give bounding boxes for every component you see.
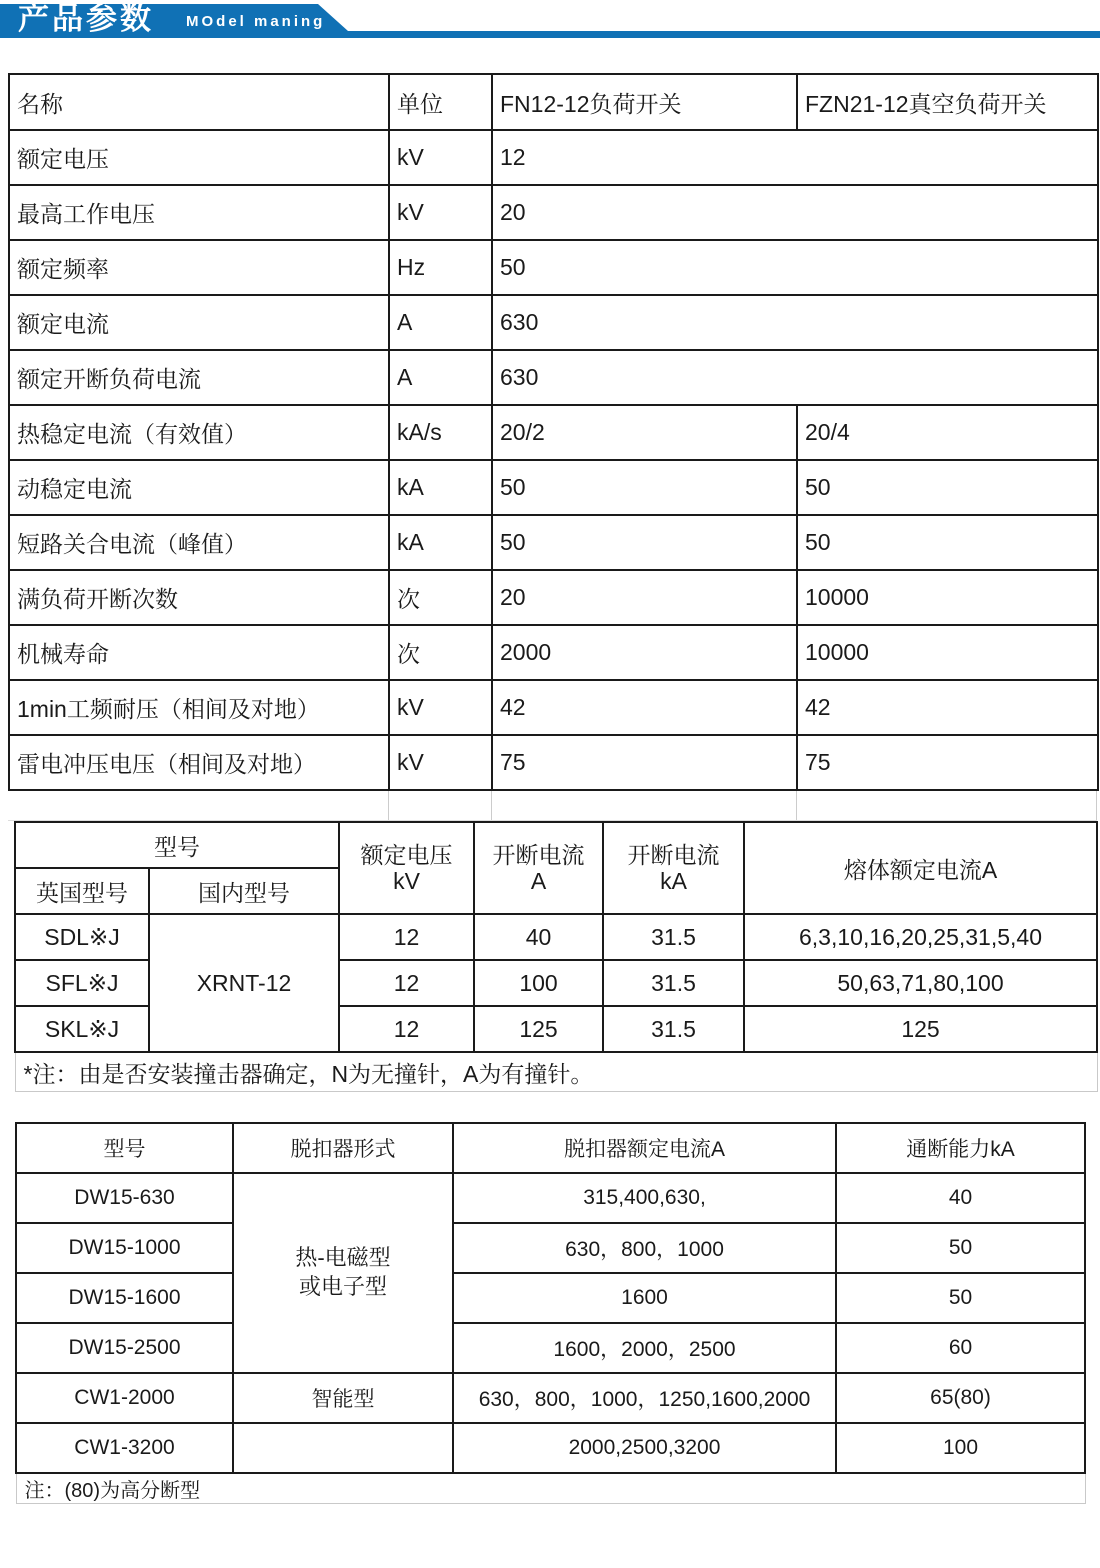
header-line: kV <box>393 868 420 894</box>
param-value-fn12: 20 <box>492 570 797 625</box>
param-value-fn12: 50 <box>492 460 797 515</box>
table-row <box>9 460 1098 515</box>
table3-note: 注：(80)为高分断型 <box>16 1473 1085 1504</box>
col-header-fuse-current: 熔体额定电流A <box>744 822 1097 914</box>
param-unit: kV <box>389 680 492 735</box>
col-header-capacity: 通断能力kA <box>836 1123 1085 1173</box>
param-value-fzn21: 42 <box>797 680 1098 735</box>
col-header-cn-model: 国内型号 <box>149 868 339 914</box>
col-header-fn12: FN12-12负荷开关 <box>492 74 797 130</box>
param-value-fn12: 20/2 <box>492 405 797 460</box>
param-label: 额定频率 <box>9 240 389 295</box>
capacity-cell: 65(80) <box>836 1373 1085 1423</box>
param-value-fzn21: 50 <box>797 460 1098 515</box>
page-header-banner <box>0 0 1100 44</box>
voltage-cell: 12 <box>339 914 474 960</box>
param-value-fzn21: 20/4 <box>797 405 1098 460</box>
header-line: 额定电压 <box>360 841 453 868</box>
col-header-rated-voltage <box>339 822 474 914</box>
fuse-current-cell: 50,63,71,80,100 <box>744 960 1097 1006</box>
param-value-fzn21: 50 <box>797 515 1098 570</box>
trip-current-cell: 1600 <box>453 1273 836 1323</box>
table2-note: *注：由是否安装撞击器确定，N为无撞针，A为有撞针。 <box>15 1052 1097 1092</box>
breaking-current-ka-cell: 31.5 <box>603 1006 744 1052</box>
param-value-shared: 12 <box>492 130 1098 185</box>
param-value-shared: 630 <box>492 295 1098 350</box>
param-unit: kA <box>389 460 492 515</box>
capacity-cell: 50 <box>836 1273 1085 1323</box>
table-row <box>15 822 1097 868</box>
param-unit: Hz <box>389 240 492 295</box>
col-header-breaking-current-a <box>474 822 603 914</box>
param-value-fn12: 50 <box>492 515 797 570</box>
fuse-models-table <box>14 821 1098 1092</box>
param-value-shared: 50 <box>492 240 1098 295</box>
table-row <box>15 1052 1097 1092</box>
trip-current-cell: 2000,2500,3200 <box>453 1423 836 1473</box>
param-label: 雷电冲压电压（相间及对地） <box>9 735 389 790</box>
param-value-shared: 630 <box>492 350 1098 405</box>
param-label: 机械寿命 <box>9 625 389 680</box>
col-header-unit: 单位 <box>389 74 492 130</box>
param-value-fzn21: 10000 <box>797 570 1098 625</box>
capacity-cell: 60 <box>836 1323 1085 1373</box>
table-row <box>16 1423 1085 1473</box>
col-header-trip-form: 脱扣器形式 <box>233 1123 453 1173</box>
table-row <box>9 295 1098 350</box>
header-line: A <box>530 868 547 894</box>
table-gap-row <box>8 791 1097 821</box>
table-row <box>16 1323 1085 1373</box>
voltage-cell: 12 <box>339 1006 474 1052</box>
param-value-fzn21: 75 <box>797 735 1098 790</box>
header-line: kA <box>660 868 687 894</box>
table-row <box>16 1173 1085 1223</box>
col-header-breaking-current-ka <box>603 822 744 914</box>
breaking-current-a-cell: 40 <box>474 914 603 960</box>
param-label: 额定电流 <box>9 295 389 350</box>
header-line: 开断电流 <box>627 841 720 868</box>
param-unit: kA/s <box>389 405 492 460</box>
param-unit: 次 <box>389 570 492 625</box>
page-subtitle: MOdel maning <box>186 13 326 30</box>
col-header-trip-current: 脱扣器额定电流A <box>453 1123 836 1173</box>
param-value-fn12: 2000 <box>492 625 797 680</box>
breaking-current-a-cell: 100 <box>474 960 603 1006</box>
table-row <box>16 1473 1085 1504</box>
col-header-model-group: 型号 <box>15 822 339 868</box>
uk-model-cell: SKL※J <box>15 1006 149 1052</box>
breaking-current-ka-cell: 31.5 <box>603 960 744 1006</box>
model-cell: DW15-1600 <box>16 1273 233 1323</box>
col-header-fzn21: FZN21-12真空负荷开关 <box>797 74 1098 130</box>
param-label: 短路关合电流（峰值） <box>9 515 389 570</box>
model-cell: DW15-2500 <box>16 1323 233 1373</box>
table-row <box>9 515 1098 570</box>
header-line: 开断电流 <box>492 841 585 868</box>
cn-model-cell: XRNT-12 <box>149 914 339 1052</box>
table-row <box>9 130 1098 185</box>
table-row <box>9 240 1098 295</box>
fuse-current-cell: 125 <box>744 1006 1097 1052</box>
table-row <box>9 74 1098 130</box>
col-header-uk-model: 英国型号 <box>15 868 149 914</box>
param-unit: kV <box>389 185 492 240</box>
param-unit: A <box>389 350 492 405</box>
param-label: 额定开断负荷电流 <box>9 350 389 405</box>
trip-form-cell: 智能型 <box>233 1373 453 1423</box>
trip-form-line: 热-电磁型 <box>295 1245 391 1271</box>
model-cell: DW15-630 <box>16 1173 233 1223</box>
param-unit: kA <box>389 515 492 570</box>
table-row <box>9 570 1098 625</box>
table-row <box>16 1223 1085 1273</box>
gridline <box>388 791 389 820</box>
trip-form-line: 或电子型 <box>298 1274 387 1299</box>
model-cell: DW15-1000 <box>16 1223 233 1273</box>
capacity-cell: 40 <box>836 1173 1085 1223</box>
table-row <box>9 350 1098 405</box>
voltage-cell: 12 <box>339 960 474 1006</box>
banner-ribbon-shape <box>0 0 1100 44</box>
table-row <box>15 914 1097 960</box>
param-label: 动稳定电流 <box>9 460 389 515</box>
param-value-shared: 20 <box>492 185 1098 240</box>
table-row <box>16 1123 1085 1173</box>
breaker-models-table <box>15 1122 1086 1504</box>
table-row <box>16 1273 1085 1323</box>
table-row <box>16 1373 1085 1423</box>
trip-current-cell: 630，800，1000，1250,1600,2000 <box>453 1373 836 1423</box>
model-cell: CW1-3200 <box>16 1423 233 1473</box>
table-row <box>9 405 1098 460</box>
param-label: 1min工频耐压（相间及对地） <box>9 680 389 735</box>
table-row <box>9 625 1098 680</box>
param-value-fn12: 75 <box>492 735 797 790</box>
table-row <box>9 735 1098 790</box>
capacity-cell: 100 <box>836 1423 1085 1473</box>
gridline <box>491 791 492 820</box>
param-unit: kV <box>389 735 492 790</box>
param-unit: A <box>389 295 492 350</box>
param-label: 满负荷开断次数 <box>9 570 389 625</box>
param-unit: 次 <box>389 625 492 680</box>
specs-comparison-table <box>8 73 1099 791</box>
param-label: 额定电压 <box>9 130 389 185</box>
gridline <box>1096 791 1097 820</box>
uk-model-cell: SDL※J <box>15 914 149 960</box>
breaking-current-a-cell: 125 <box>474 1006 603 1052</box>
model-cell: CW1-2000 <box>16 1373 233 1423</box>
param-value-fzn21: 10000 <box>797 625 1098 680</box>
param-unit: kV <box>389 130 492 185</box>
col-header-name: 名称 <box>9 74 389 130</box>
gridline <box>796 791 797 820</box>
uk-model-cell: SFL※J <box>15 960 149 1006</box>
trip-current-cell: 315,400,630, <box>453 1173 836 1223</box>
trip-current-cell: 630，800，1000 <box>453 1223 836 1273</box>
page-title: 产品参数 <box>18 1 154 36</box>
fuse-current-cell: 6,3,10,16,20,25,31,5,40 <box>744 914 1097 960</box>
table-row <box>9 185 1098 240</box>
col-header-model: 型号 <box>16 1123 233 1173</box>
capacity-cell: 50 <box>836 1223 1085 1273</box>
trip-current-cell: 1600，2000，2500 <box>453 1323 836 1373</box>
breaking-current-ka-cell: 31.5 <box>603 914 744 960</box>
param-value-fn12: 42 <box>492 680 797 735</box>
param-label: 热稳定电流（有效值） <box>9 405 389 460</box>
table-row <box>9 680 1098 735</box>
param-label: 最高工作电压 <box>9 185 389 240</box>
trip-form-cell <box>233 1423 453 1473</box>
trip-form-group-cell <box>233 1173 453 1373</box>
